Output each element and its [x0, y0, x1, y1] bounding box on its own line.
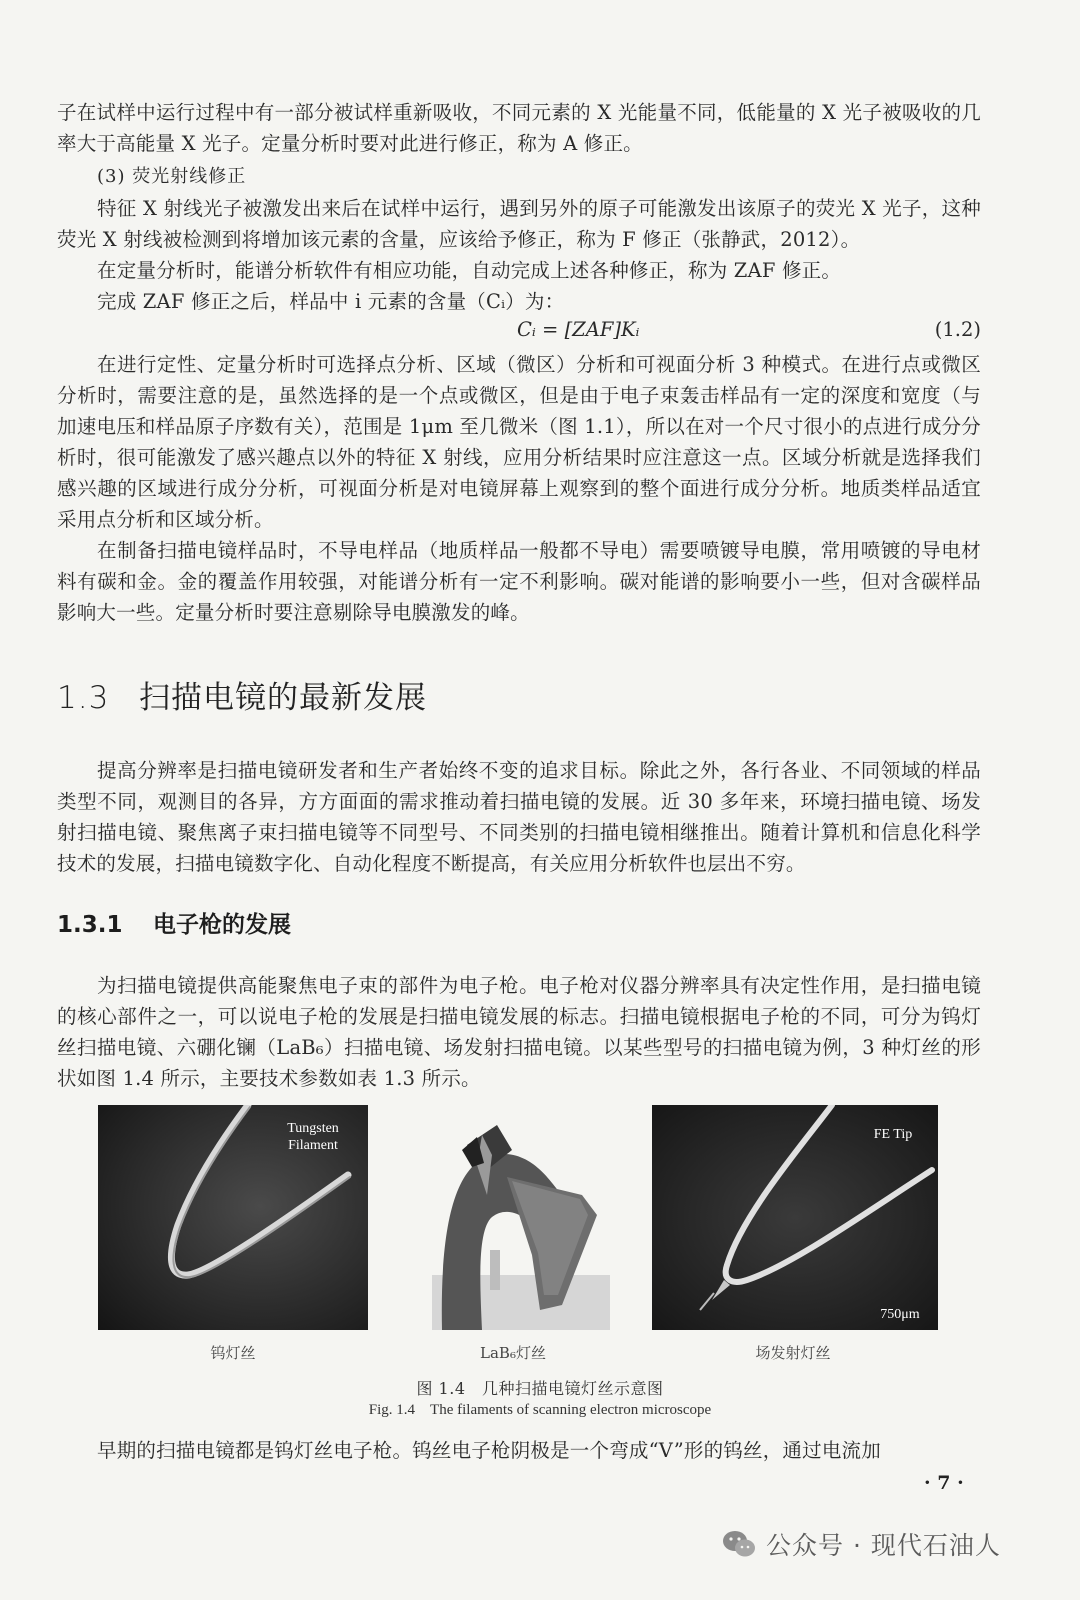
paragraph-a-correction [57, 97, 981, 159]
paragraph-analysis-modes [57, 349, 981, 628]
paragraph-text: 完成 ZAF 修正之后，样品中 i 元素的含量（Cᵢ）为： [97, 290, 565, 313]
panel-label-tungsten: 钨灯丝 [210, 1344, 256, 1362]
paragraph-text: 早期的扫描电镜都是钨灯丝电子枪。钨丝电子枪阴极是一个弯成“V”形的钨丝，通过电流加 [97, 1439, 881, 1462]
paragraph-tungsten-gun [57, 1435, 981, 1466]
subsection-heading [57, 906, 291, 939]
watermark-text: 公众号 · 现代石油人 [766, 1531, 1001, 1560]
overlay-fe-tip: FE Tip [873, 1127, 913, 1142]
paragraph-text: 在定量分析时，能谱分析软件有相应功能，自动完成上述各种修正，称为 ZAF 修正。 [97, 259, 842, 282]
wechat-icon [722, 1529, 756, 1559]
subsection-title: 电子枪的发展 [153, 912, 291, 938]
section-heading [57, 672, 427, 717]
paragraph-text: 提高分辨率是扫描电镜研发者和生产者始终不变的追求目标。除此之外，各行各业、不同领域的样品类型不同，观测目的各异，方方面面的需求推动着扫描电镜的发展。近 30 多年来，环境扫描电镜、场发射扫描电镜、聚焦离子束扫描电镜等不同型号、不同类别的扫描电镜相继推出。随着计算机和信息化科学技术的发展，扫描电镜数字化、自动化程度不断提高，有关应用分析软件也层出不穷。 [57, 759, 981, 875]
figure-caption-cn: 图 1.4 几种扫描电镜灯丝示意图 [416, 1379, 664, 1398]
subheading-fluorescence: (3) 荧光射线修正 [97, 166, 247, 187]
figure-lab6-filament [412, 1105, 682, 1330]
paragraph-text: 特征 X 射线光子被激发出来后在试样中运行，遇到另外的原子可能激发出该原子的荧光 X 光子，这种荧光 X 射线被检测到将增加该元素的含量，应该给予修正，称为 F 修正（张静武，2012）。 [57, 197, 981, 251]
paragraph-text: 为扫描电镜提供高能聚焦电子束的部件为电子枪。电子枪对仪器分辨率具有决定性作用，是扫描电镜的核心部件之一，可以说电子枪的发展是扫描电镜发展的标志。扫描电镜根据电子枪的不同，可分为钨灯丝扫描电镜、六硼化镧（LaB₆）扫描电镜、场发射扫描电镜。以某些型号的扫描电镜为例，3 种灯丝的形状如图 1.4 所示，主要技术参数如表 1.3 所示。 [57, 974, 981, 1090]
scale-bar-label: 750μm [880, 1307, 920, 1322]
figure-caption-en: Fig. 1.4 The filaments of scanning electron microscope [368, 1402, 712, 1418]
equation-row [57, 318, 981, 349]
equation-number: (1.2) [934, 318, 981, 341]
paragraph-electron-gun [57, 970, 981, 1094]
overlay-tungsten: Tungsten Filament [287, 1121, 339, 1153]
equation: Cᵢ = [ZAF]Kᵢ [517, 318, 640, 341]
section-number: 1.3 [57, 680, 110, 716]
paragraph-text: 在制备扫描电镜样品时，不导电样品（地质样品一般都不导电）需要喷镀导电膜，常用喷镀的导电材料有碳和金。金的覆盖作用较强，对能谱分析有一定不利影响。碳对能谱的影响要小一些，但对含碳样品影响大一些。定量分析时要注意剔除导电膜激发的峰。 [57, 539, 981, 624]
section-title: 扫描电镜的最新发展 [139, 680, 427, 716]
paragraph-text: 子在试样中运行过程中有一部分被试样重新吸收，不同元素的 X 光能量不同，低能量的 X 光子被吸收的几率大于高能量 X 光子。定量分析时要对此进行修正，称为 A 修正。 [57, 101, 981, 155]
paragraph-fluorescence [57, 193, 981, 317]
panel-label-lab6: LaB₆灯丝 [480, 1344, 546, 1362]
page-number: · 7 · [924, 1472, 964, 1494]
paragraph-text: 在进行定性、定量分析时可选择点分析、区域（微区）分析和可视面分析 3 种模式。在进行点或微区分析时，需要注意的是，虽然选择的是一个点或微区，但是由于电子束轰击样品有一定的深度和宽度（与加速电压和样品原子序数有关），范围是 1μm 至几微米（图 1.1），所以在对一个尺寸很小的点进行成分分析时，很可能激发了感兴趣点以外的特征 X 射线，应用分析结果时应注意这一点。区域分析就是选择我们感兴趣的区域进行成分分析，可视面分析是对电镜屏幕上观察到的整个面进行成分分析。地质类样品适宜采用点分析和区域分析。 [57, 353, 981, 531]
panel-label-fe: 场发射灯丝 [755, 1344, 831, 1362]
subsection-number: 1.3.1 [57, 912, 123, 938]
watermark [722, 1522, 1001, 1566]
paragraph-section-intro [57, 755, 981, 879]
